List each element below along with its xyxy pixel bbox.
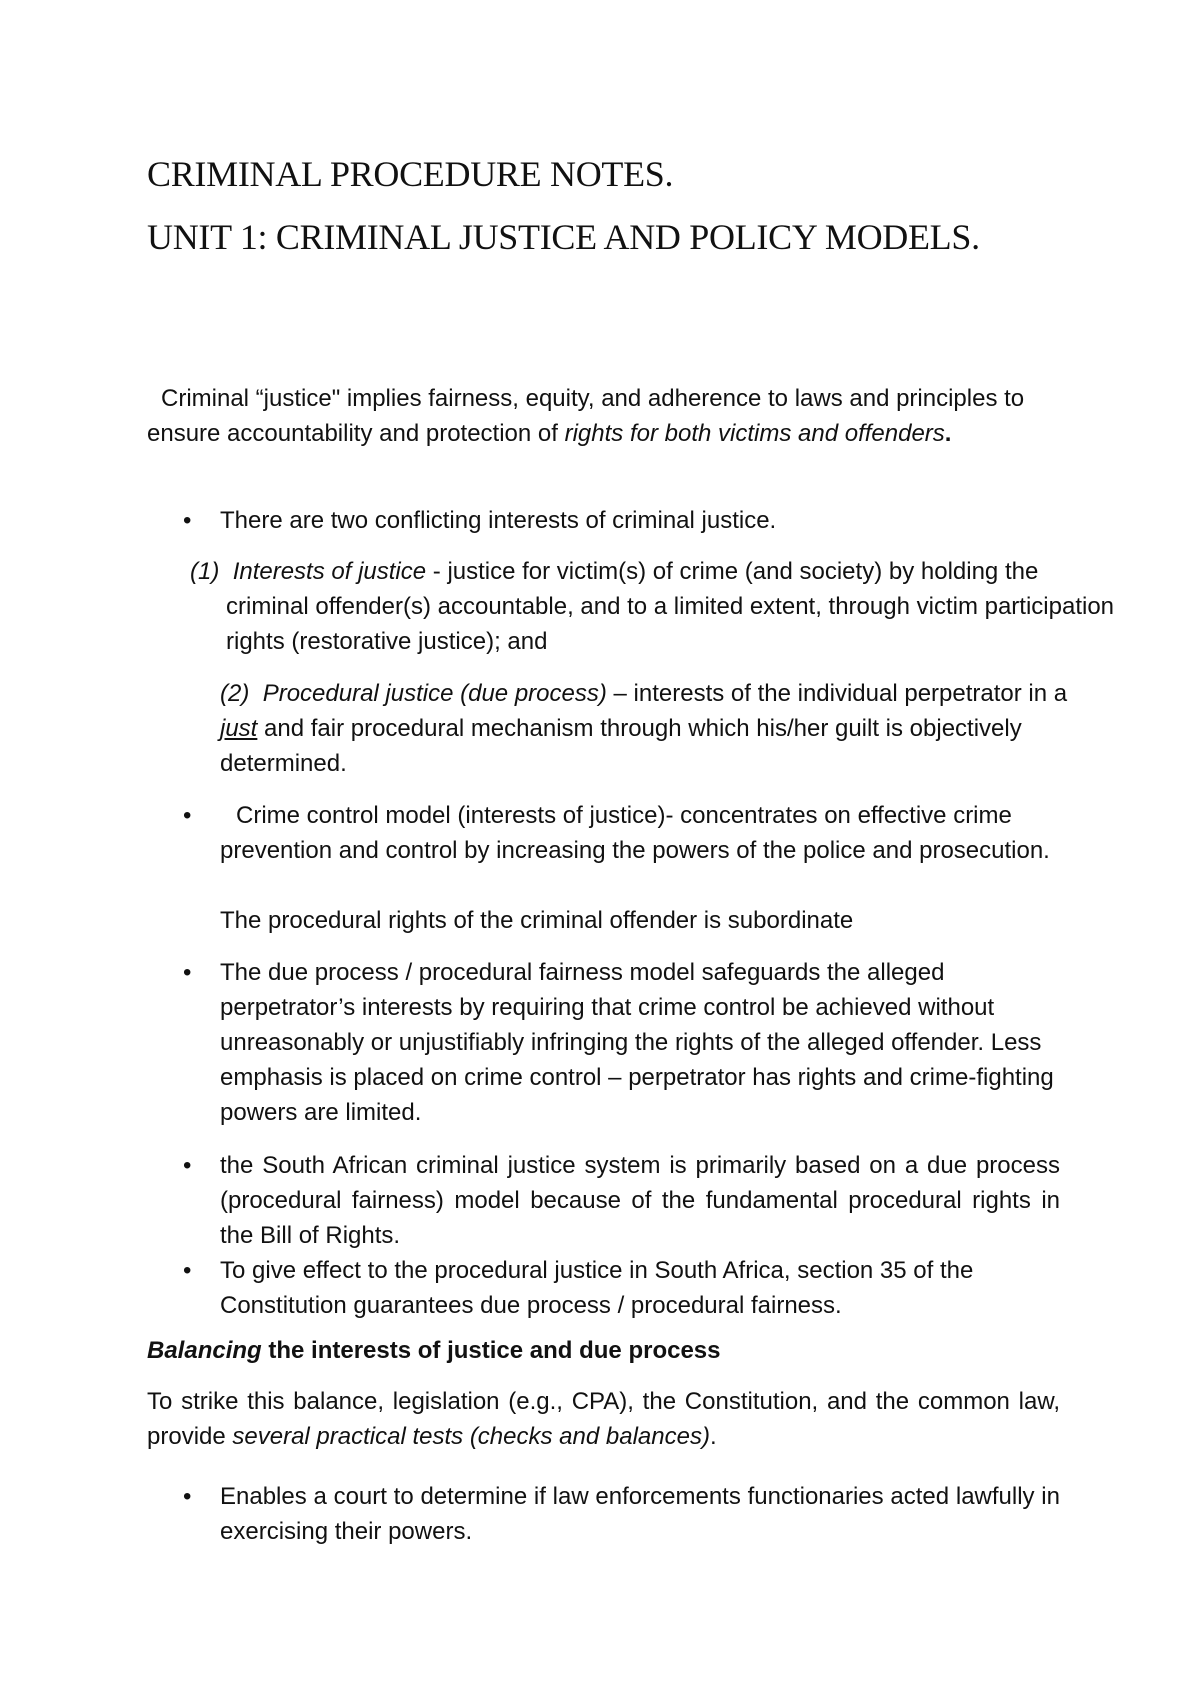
balancing-end: . [709, 1423, 717, 1450]
bullet-icon: • [183, 1152, 192, 1179]
conflict-lead: There are two conflicting interests of criminal justice. [220, 507, 777, 534]
item2-term: Procedural justice (due process) [262, 680, 607, 707]
crime-control-subordinate: The procedural rights of the criminal offender is subordinate [220, 907, 854, 934]
south-africa-paragraph: the South African criminal justice system is primarily based on a due process (procedural fairness) model because of the fundamental procedural rights in the Bill of Rights. [220, 1152, 1060, 1249]
interests-of-justice-item [190, 554, 1116, 659]
item2-text2: and fair procedural mechanism through which his/her guilt is objectively determined. [220, 715, 1022, 777]
intro-end: . [944, 420, 952, 447]
intro-paragraph [147, 381, 1027, 451]
bullet-icon: • [183, 1257, 192, 1284]
enables-court-paragraph: Enables a court to determine if law enforcements functionaries acted lawfully in exercising their powers. [220, 1483, 1060, 1545]
intro-text: Criminal “justice" implies fairness, equity, and adherence to laws and principles to ensure accountability and protection of [147, 385, 1025, 447]
balancing-rest: the interests of justice and due process [261, 1337, 721, 1364]
crime-control-paragraph: Crime control model (interests of justice)- concentrates on effective crime prevention and control by increasing the powers of the police and prosecution. [220, 802, 1050, 864]
item2-text1: – interests of the individual perpetrator in a [606, 680, 1068, 707]
item2-just: just [220, 715, 258, 742]
item1-text: - justice for victim(s) of crime (and society) by holding the criminal offender(s) accountable, and to a limited extent, through victim participation rights (restorative justice); and [226, 558, 1115, 655]
unit-heading: UNIT 1: CRIMINAL JUSTICE AND POLICY MODELS. [147, 217, 980, 257]
balancing-text: To strike this balance, legislation (e.g., CPA), the Constitution, and the common law, provide [147, 1388, 1060, 1450]
section35-paragraph: To give effect to the procedural justice in South Africa, section 35 of the Constitution guarantees due process / procedural fairness. [220, 1257, 974, 1319]
balancing-italic: Balancing [147, 1337, 262, 1364]
bullet-icon: • [183, 1483, 192, 1510]
document-title: CRIMINAL PROCEDURE NOTES. [147, 154, 674, 194]
balancing-heading [147, 1333, 1047, 1368]
due-process-paragraph: The due process / procedural fairness model safeguards the alleged perpetrator’s interests by requiring that crime control be achieved without unreasonably or unjustifiably infringing the rights of the alleged offender. Less emphasis is placed on crime control – perpetrator has rights and crime-fighting powers are limited. [220, 959, 1054, 1126]
intro-italic: rights for both victims and offenders [564, 420, 945, 447]
procedural-justice-item [220, 676, 1070, 781]
bullet-icon: • [183, 507, 192, 534]
bullet-icon: • [183, 802, 192, 829]
item1-number: (1) [190, 558, 220, 585]
balancing-paragraph [147, 1384, 1060, 1454]
bullet-icon: • [183, 959, 192, 986]
item2-number: (2) [220, 680, 250, 707]
item1-term: Interests of justice [232, 558, 427, 585]
balancing-italic-text: several practical tests (checks and balances) [232, 1423, 710, 1450]
